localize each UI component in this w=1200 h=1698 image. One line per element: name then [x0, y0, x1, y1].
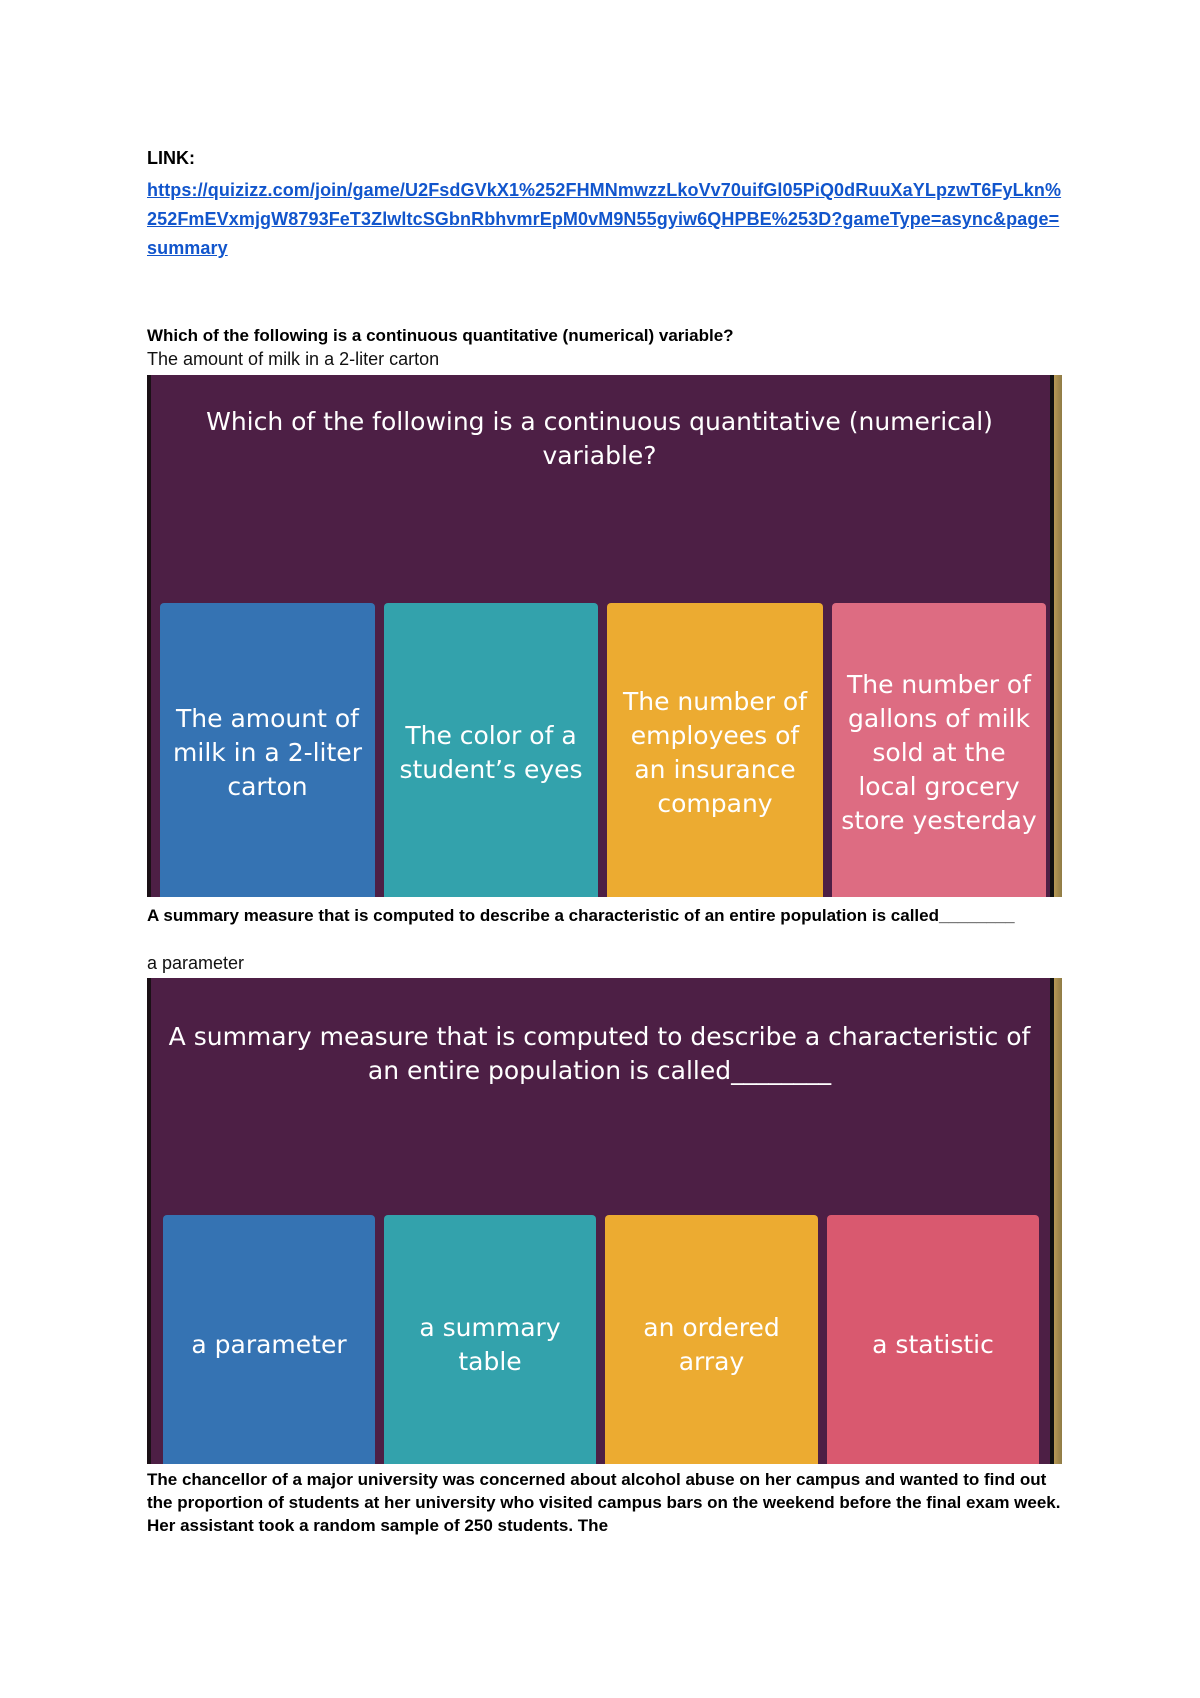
- quiz-question-title: Which of the following is a continuous quantitative (numerical) variable?: [206, 407, 993, 470]
- quiz-option-label: an ordered array: [643, 1313, 780, 1376]
- quiz-option-4[interactable]: [827, 1215, 1039, 1464]
- quiz-option-2[interactable]: [384, 603, 598, 897]
- question-1-answer: The amount of milk in a 2-liter carton: [147, 349, 440, 369]
- quiz-option-label: The number of gallons of milk sold at the local grocery store yesterday: [841, 670, 1037, 835]
- link-label: LINK:: [147, 148, 195, 168]
- quiz-option-1[interactable]: [160, 603, 375, 897]
- quiz-option-1[interactable]: [163, 1215, 375, 1464]
- quiz-link[interactable]: https://quizizz.com/join/game/U2FsdGVkX1%252FHMNmwzzLkoVv70uifGl05PiQ0dRuuXaYLpzwT6FyLkn%252FmEVxmjgW8793FeT3ZlwltcSGbnRbhvmrEpM0vM9N55gyiw6QHPBE%253D?gameType=async&page=summary: [147, 180, 1062, 258]
- quiz-option-4[interactable]: [832, 603, 1046, 897]
- quiz-option-label: a parameter: [191, 1330, 347, 1359]
- quiz-option-3[interactable]: [607, 603, 823, 897]
- quiz-question-title: A summary measure that is computed to describe a characteristic of an entire population is called________: [168, 1022, 1031, 1085]
- question-1-text: Which of the following is a continuous quantitative (numerical) variable?: [147, 326, 734, 345]
- quiz-option-2[interactable]: [384, 1215, 596, 1464]
- quiz-option-3[interactable]: [605, 1215, 818, 1464]
- question-2-text: A summary measure that is computed to describe a characteristic of an entire population is called________: [147, 906, 1015, 925]
- question-2-answer: a parameter: [147, 953, 245, 973]
- quiz-option-label: The color of a student’s eyes: [399, 721, 583, 784]
- quiz-option-label: The number of employees of an insurance company: [622, 687, 808, 818]
- quiz-option-label: a statistic: [872, 1330, 994, 1359]
- question-3-text: The chancellor of a major university was concerned about alcohol abuse on her campus and wanted to find out the proportion of students at her university who visited campus bars on the weekend before the final exam week. Her assistant took a random sample of 250 students. The: [147, 1470, 1061, 1535]
- quiz-option-label: a summary table: [419, 1313, 561, 1376]
- quiz-option-label: The amount of milk in a 2-liter carton: [173, 704, 362, 801]
- quiz-screenshot-2: [147, 978, 1062, 1464]
- quiz-screenshot-1: [147, 375, 1062, 897]
